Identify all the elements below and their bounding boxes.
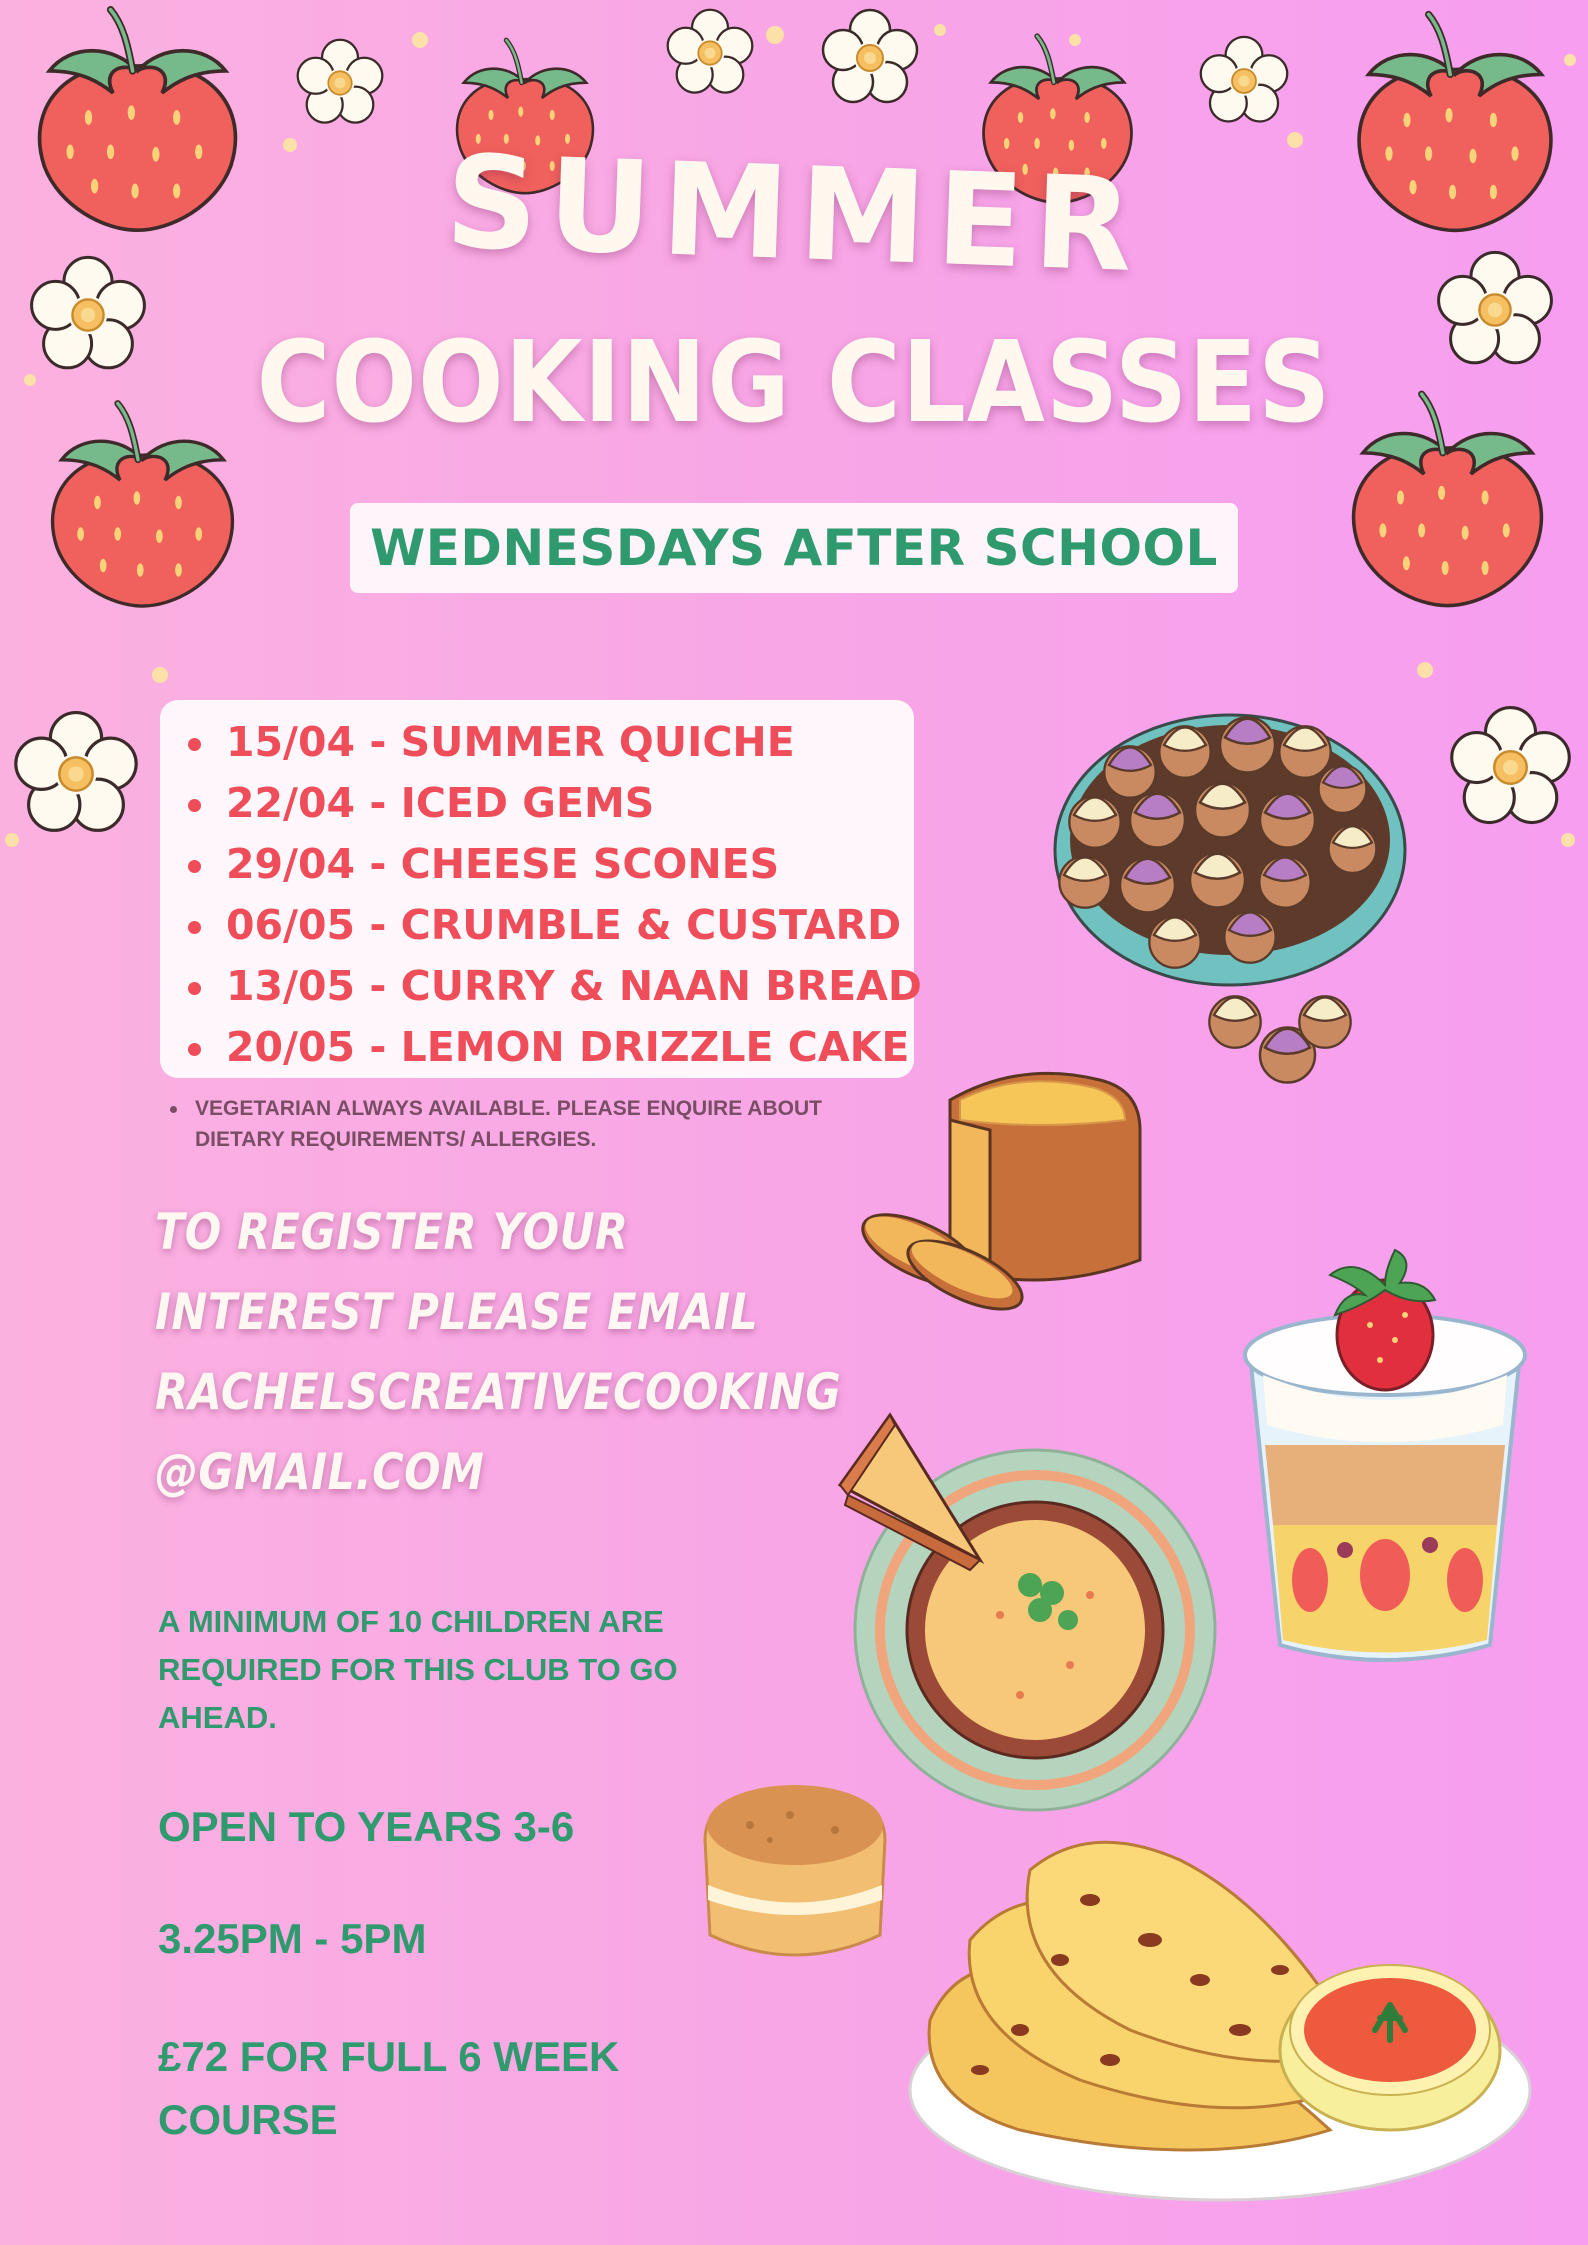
flower-icon — [1448, 705, 1573, 830]
class-schedule — [160, 700, 922, 1078]
subtitle: WEDNESDAYS AFTER SCHOOL — [370, 519, 1218, 577]
class-item: 22/04 - ICED GEMS — [188, 773, 914, 834]
title-summer: SUMMER — [443, 127, 1145, 302]
class-item: 06/05 - CRUMBLE & CUSTARD — [188, 895, 914, 956]
naan-curry-icon — [900, 1830, 1540, 2210]
register-info — [155, 1192, 842, 1512]
flower-icon — [295, 38, 385, 128]
trifle-cup-icon — [1235, 1245, 1535, 1675]
bullet-icon — [170, 1106, 177, 1113]
quiche-icon — [820, 1415, 1220, 1815]
flower-icon — [12, 710, 140, 838]
flower-icon — [820, 8, 920, 108]
flower-icon — [665, 8, 755, 98]
iced-gems-bowl-icon — [1040, 680, 1440, 1100]
dietary-note — [170, 1093, 850, 1155]
time-info: 3.25PM - 5PM — [158, 1915, 427, 1962]
flower-icon — [1198, 35, 1290, 127]
years-info: OPEN TO YEARS 3-6 — [158, 1803, 575, 1850]
class-item: 13/05 - CURRY & NAAN BREAD — [188, 956, 914, 1017]
lemon-drizzle-cake-icon — [840, 1060, 1210, 1350]
title-cooking-classes: COOKING CLASSES — [256, 318, 1332, 448]
class-item: 15/04 - SUMMER QUICHE — [188, 712, 914, 773]
register-email[interactable]: RACHELSCREATIVECOOKING — [155, 1363, 842, 1421]
class-item: 29/04 - CHEESE SCONES — [188, 834, 914, 895]
dietary-note-text: VEGETARIAN ALWAYS AVAILABLE. PLEASE ENQUIRE ABOUT DIETARY REQUIREMENTS/ ALLERGIES. — [195, 1097, 822, 1151]
scone-icon — [690, 1770, 900, 1975]
register-email[interactable]: @GMAIL.COM — [155, 1443, 485, 1501]
price-info: £72 FOR FULL 6 WEEK COURSE — [158, 2033, 620, 2143]
minimum-note: A MINIMUM OF 10 CHILDREN ARE REQUIRED FOR THIS CLUB TO GO AHEAD. — [158, 1604, 678, 1735]
subtitle-banner — [350, 503, 1238, 593]
register-line: TO REGISTER YOUR — [155, 1203, 629, 1261]
register-line: INTEREST PLEASE EMAIL — [155, 1283, 759, 1341]
class-item: 20/05 - LEMON DRIZZLE CAKE — [188, 1017, 914, 1078]
